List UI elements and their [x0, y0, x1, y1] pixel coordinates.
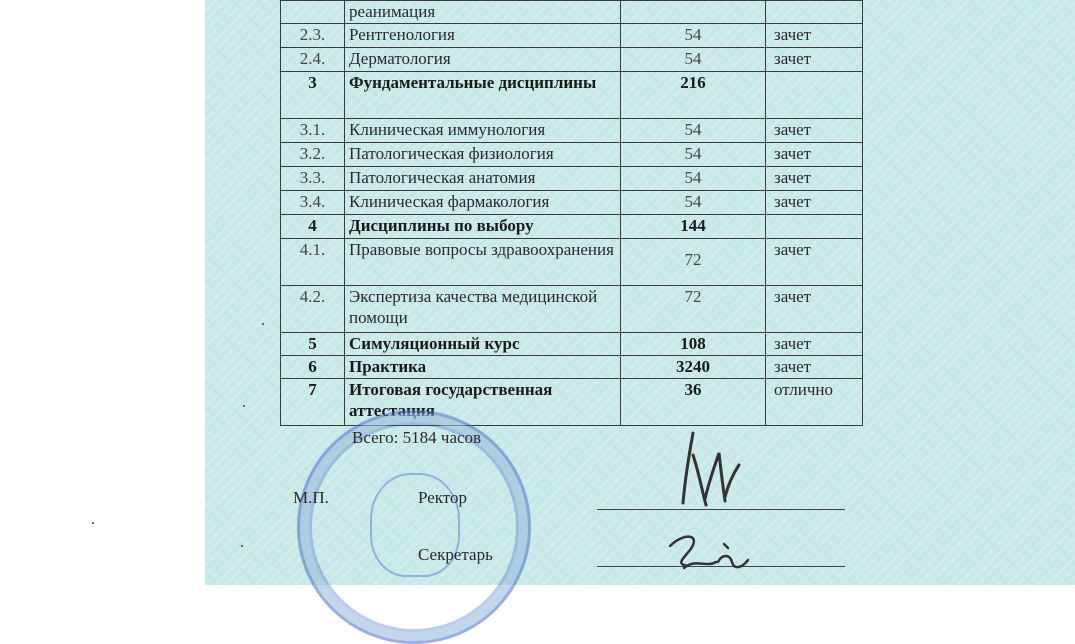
rector-signature: [665, 425, 745, 515]
result-value: зачет: [766, 24, 863, 48]
total-hours: Всего: 5184 часов: [352, 428, 482, 447]
hours-value: 54: [621, 143, 766, 167]
row-number: 3.4.: [281, 191, 345, 215]
row-number: 2.4.: [281, 48, 345, 72]
discipline-name: Экспертиза качества медицинской помощи: [345, 286, 621, 333]
hours-value: 144: [621, 215, 766, 239]
row-number: 4.2.: [281, 286, 345, 333]
table-row: [281, 143, 863, 167]
result-value: зачет: [766, 356, 863, 379]
discipline-name: реанимация: [345, 1, 621, 24]
result-value: зачет: [766, 143, 863, 167]
table-row: [281, 333, 863, 356]
row-number: 3.3.: [281, 167, 345, 191]
result-value: зачет: [766, 286, 863, 333]
row-number: 3.2.: [281, 143, 345, 167]
result-value: зачет: [766, 333, 863, 356]
result-value: зачет: [766, 239, 863, 286]
hours-value: 72: [621, 239, 766, 286]
discipline-name: Патологическая физиология: [345, 143, 621, 167]
speck: [92, 522, 94, 524]
result-value: [766, 72, 863, 119]
table-row: [281, 215, 863, 239]
hours-value: 54: [621, 167, 766, 191]
discipline-name: Патологическая анатомия: [345, 167, 621, 191]
row-number: 3.1.: [281, 119, 345, 143]
table-row: [281, 356, 863, 379]
hours-value: [621, 1, 766, 24]
discipline-name: Клиническая иммунология: [345, 119, 621, 143]
discipline-name: Дерматология: [345, 48, 621, 72]
discipline-name: Правовые вопросы здравоохранения: [345, 239, 621, 286]
discipline-name: Итоговая государственная аттестация: [345, 379, 621, 426]
result-value: зачет: [766, 167, 863, 191]
row-number: [281, 1, 345, 24]
row-number: 4: [281, 215, 345, 239]
hours-value: 54: [621, 119, 766, 143]
table-row: [281, 1, 863, 24]
result-value: [766, 1, 863, 24]
row-number: 4.1.: [281, 239, 345, 286]
result-value: зачет: [766, 191, 863, 215]
rector-label: Ректор: [418, 488, 468, 507]
stamp-label: М.П.: [293, 488, 329, 507]
hours-value: 54: [621, 24, 766, 48]
table-row: [281, 191, 863, 215]
hours-value: 72: [621, 286, 766, 333]
discipline-name: Клиническая фармакология: [345, 191, 621, 215]
table-row: [281, 286, 863, 333]
discipline-name: Фундаментальные дисциплины: [345, 72, 621, 119]
discipline-name: Практика: [345, 356, 621, 379]
table-row: [281, 48, 863, 72]
curriculum-table: [280, 0, 863, 426]
hours-value: 216: [621, 72, 766, 119]
hours-value: 54: [621, 191, 766, 215]
discipline-name: Симуляционный курс: [345, 333, 621, 356]
table-row: [281, 119, 863, 143]
row-number: 7: [281, 379, 345, 426]
row-number: 6: [281, 356, 345, 379]
speck: [262, 323, 264, 325]
discipline-name: Дисциплины по выбору: [345, 215, 621, 239]
speck: [241, 545, 243, 547]
hours-value: 3240: [621, 356, 766, 379]
table-row: [281, 24, 863, 48]
row-number: 5: [281, 333, 345, 356]
secretary-signature: [662, 528, 752, 578]
hours-value: 36: [621, 379, 766, 426]
result-value: зачет: [766, 48, 863, 72]
discipline-name: Рентгенология: [345, 24, 621, 48]
result-value: зачет: [766, 119, 863, 143]
hours-value: 54: [621, 48, 766, 72]
hours-value: 108: [621, 333, 766, 356]
table-row: [281, 72, 863, 119]
table-row: [281, 167, 863, 191]
result-value: отлично: [766, 379, 863, 426]
row-number: 3: [281, 72, 345, 119]
result-value: [766, 215, 863, 239]
speck: [243, 405, 245, 407]
secretary-label: Секретарь: [418, 545, 493, 564]
row-number: 2.3.: [281, 24, 345, 48]
table-row: [281, 239, 863, 286]
